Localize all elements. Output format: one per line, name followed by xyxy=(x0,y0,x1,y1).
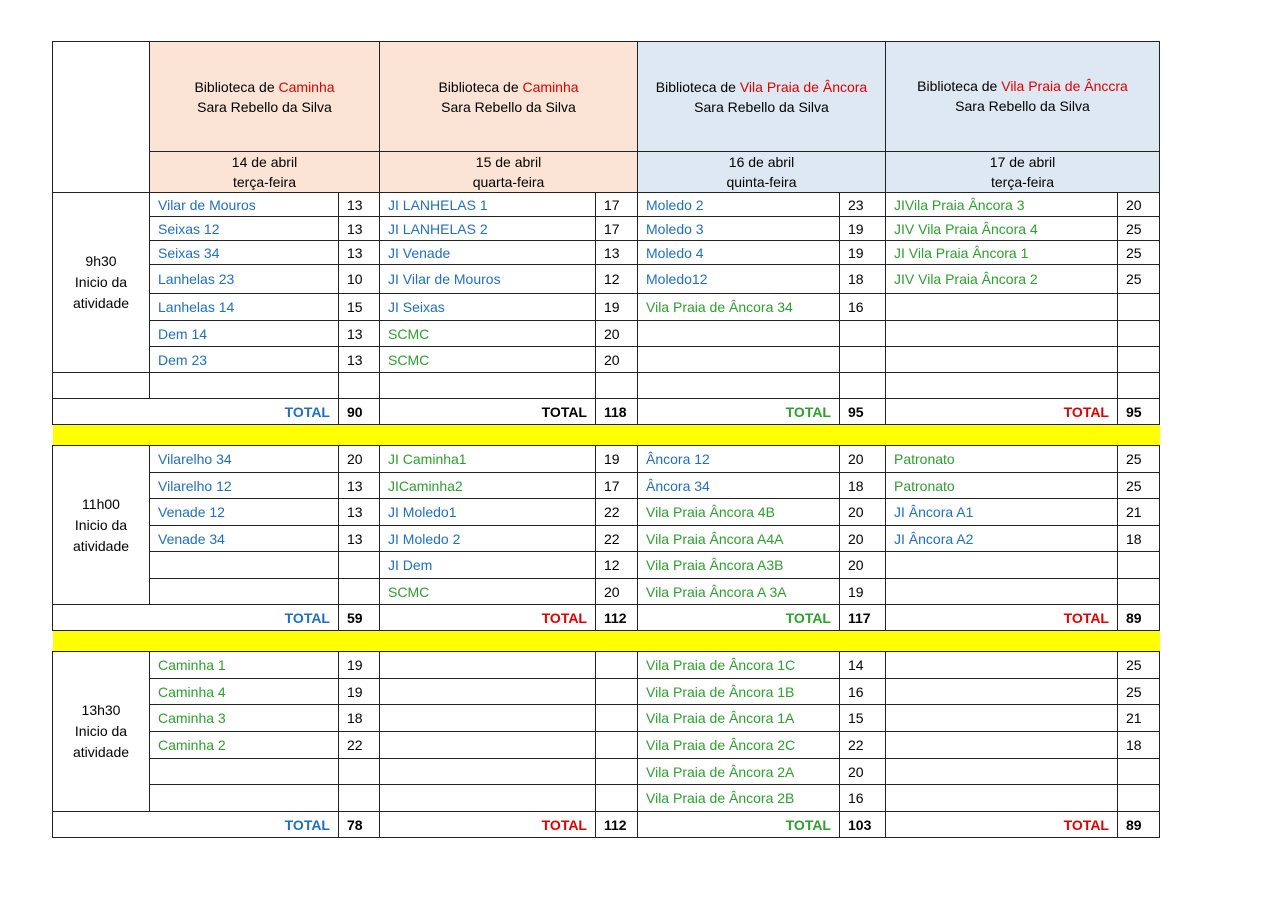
group-count: 20 xyxy=(840,759,886,785)
group-name: Lanhelas 23 xyxy=(150,265,339,294)
group-name: Venade 12 xyxy=(150,499,339,526)
group-name: JI Moledo 2 xyxy=(380,526,596,552)
group-count: 25 xyxy=(1118,679,1160,705)
group-count: 13 xyxy=(339,473,380,499)
group-name: Caminha 2 xyxy=(150,732,339,759)
total-label: TOTAL xyxy=(886,399,1118,425)
group-count: 19 xyxy=(339,679,380,705)
group-name: Âncora 34 xyxy=(638,473,840,499)
session-row xyxy=(53,347,1160,373)
schedule-table xyxy=(52,41,1160,838)
group-name: Vilarelho 34 xyxy=(150,446,339,473)
group-name xyxy=(886,294,1118,321)
library-sub: Sara Rebello da Silva xyxy=(197,98,332,115)
group-count: 13 xyxy=(339,217,380,241)
total-value: 89 xyxy=(1118,812,1160,838)
group-name xyxy=(886,732,1118,759)
total-label: TOTAL xyxy=(380,812,596,838)
library-header-2 xyxy=(380,42,638,152)
group-name: Vila Praia de Âncora 2A xyxy=(638,759,840,785)
total-label: TOTAL xyxy=(638,605,840,631)
group-count: 20 xyxy=(840,499,886,526)
group-count xyxy=(339,785,380,812)
session-row xyxy=(53,759,1160,785)
group-count: 19 xyxy=(840,579,886,605)
group-count: 13 xyxy=(339,193,380,217)
empty-cell xyxy=(840,373,886,399)
group-count: 13 xyxy=(596,241,638,265)
schedule-body xyxy=(53,42,1160,838)
group-name: JIV Vila Praia Âncora 2 xyxy=(886,265,1118,294)
session-row xyxy=(53,321,1160,347)
weekday-label: quinta-feira xyxy=(726,174,797,190)
group-count: 18 xyxy=(1118,526,1160,552)
library-place: Vila Praia de Ânccra xyxy=(1001,78,1128,94)
group-count: 19 xyxy=(840,217,886,241)
group-name xyxy=(638,347,840,373)
time-caption: atividade xyxy=(72,744,130,760)
total-label: TOTAL xyxy=(53,812,339,838)
group-name xyxy=(886,652,1118,679)
group-name: Âncora 12 xyxy=(638,446,840,473)
group-name: Dem 23 xyxy=(150,347,339,373)
group-name: Moledo 3 xyxy=(638,217,840,241)
date-cell-1 xyxy=(150,152,380,193)
group-count: 17 xyxy=(596,473,638,499)
session-row xyxy=(53,265,1160,294)
group-count: 10 xyxy=(339,265,380,294)
group-name: JI Âncora A1 xyxy=(886,499,1118,526)
group-count xyxy=(1118,294,1160,321)
group-name: Vila Praia de Âncora 1A xyxy=(638,705,840,732)
total-row xyxy=(53,399,1160,425)
group-name: JI LANHELAS 2 xyxy=(380,217,596,241)
group-count: 21 xyxy=(1118,705,1160,732)
group-name xyxy=(886,321,1118,347)
empty-cell xyxy=(1118,373,1160,399)
group-name: SCMC xyxy=(380,347,596,373)
group-count: 19 xyxy=(840,241,886,265)
group-count: 17 xyxy=(596,193,638,217)
group-name xyxy=(638,321,840,347)
group-name: SCMC xyxy=(380,321,596,347)
total-label: TOTAL xyxy=(380,605,596,631)
group-name: Seixas 34 xyxy=(150,241,339,265)
session-row xyxy=(53,217,1160,241)
group-name xyxy=(150,759,339,785)
group-count xyxy=(840,347,886,373)
group-name xyxy=(380,705,596,732)
session-row xyxy=(53,294,1160,321)
group-count: 15 xyxy=(339,294,380,321)
group-count xyxy=(596,705,638,732)
group-name: Vila Praia Âncora A 3A xyxy=(638,579,840,605)
session-row xyxy=(53,446,1160,473)
group-name: Vila Praia de Âncora 2B xyxy=(638,785,840,812)
group-name xyxy=(150,579,339,605)
group-count xyxy=(1118,759,1160,785)
date-label: 16 de abril xyxy=(728,154,795,170)
empty-cell xyxy=(53,373,150,399)
group-name xyxy=(886,785,1118,812)
session-row xyxy=(53,705,1160,732)
group-name: Venade 34 xyxy=(150,526,339,552)
weekday-label: terça-feira xyxy=(990,174,1055,190)
separator-row xyxy=(53,631,1160,652)
time-cell xyxy=(53,193,150,373)
library-sub: Sara Rebello da Silva xyxy=(955,98,1090,114)
time-caption: Inicio da xyxy=(74,516,128,533)
group-name: JI Vilar de Mouros xyxy=(380,265,596,294)
group-count: 21 xyxy=(1118,499,1160,526)
group-name: Lanhelas 14 xyxy=(150,294,339,321)
time-cell xyxy=(53,652,150,812)
group-count: 20 xyxy=(339,446,380,473)
empty-cell xyxy=(596,373,638,399)
total-value: 103 xyxy=(840,812,886,838)
group-count: 25 xyxy=(1118,265,1160,294)
group-count xyxy=(339,552,380,579)
group-name: Vilarelho 12 xyxy=(150,473,339,499)
empty-cell xyxy=(886,373,1118,399)
group-name: Vila Praia de Âncora 1B xyxy=(638,679,840,705)
group-name: JI Vila Praia Âncora 1 xyxy=(886,241,1118,265)
library-prefix: Biblioteca de xyxy=(194,78,279,95)
group-count xyxy=(1118,785,1160,812)
group-count: 20 xyxy=(596,321,638,347)
group-name xyxy=(380,679,596,705)
group-name: Caminha 4 xyxy=(150,679,339,705)
date-cell-3 xyxy=(638,152,886,193)
group-name: Vilar de Mouros xyxy=(150,193,339,217)
group-count xyxy=(596,785,638,812)
group-count: 15 xyxy=(840,705,886,732)
time-caption: atividade xyxy=(72,295,130,311)
time-caption: Inicio da xyxy=(74,723,128,739)
total-value: 95 xyxy=(1118,399,1160,425)
total-value: 59 xyxy=(339,605,380,631)
total-label: TOTAL xyxy=(886,812,1118,838)
group-count: 16 xyxy=(840,294,886,321)
group-count: 25 xyxy=(1118,652,1160,679)
group-count: 13 xyxy=(339,526,380,552)
total-row xyxy=(53,605,1160,631)
corner-cell xyxy=(53,42,150,193)
group-count: 13 xyxy=(339,347,380,373)
group-name: JI LANHELAS 1 xyxy=(380,193,596,217)
session-row xyxy=(53,526,1160,552)
group-name: Moledo 4 xyxy=(638,241,840,265)
total-value: 112 xyxy=(596,812,638,838)
group-name xyxy=(886,705,1118,732)
group-name: JI Moledo1 xyxy=(380,499,596,526)
group-count: 18 xyxy=(339,705,380,732)
date-cell-4 xyxy=(886,152,1160,193)
total-label: TOTAL xyxy=(53,605,339,631)
group-count: 12 xyxy=(596,265,638,294)
date-label: 14 de abril xyxy=(231,154,298,170)
yellow-separator xyxy=(53,425,1160,446)
group-count xyxy=(596,652,638,679)
total-value: 78 xyxy=(339,812,380,838)
group-name xyxy=(380,732,596,759)
group-name: Seixas 12 xyxy=(150,217,339,241)
group-count xyxy=(596,679,638,705)
total-value: 89 xyxy=(1118,605,1160,631)
library-header-row xyxy=(53,42,1160,152)
total-value: 117 xyxy=(840,605,886,631)
session-row xyxy=(53,552,1160,579)
group-count: 17 xyxy=(596,217,638,241)
library-header-3 xyxy=(638,42,886,152)
group-name xyxy=(886,679,1118,705)
date-header-row xyxy=(53,152,1160,193)
total-row xyxy=(53,812,1160,838)
empty-cell xyxy=(638,373,840,399)
group-name: Vila Praia Âncora A4A xyxy=(638,526,840,552)
group-count: 20 xyxy=(1118,193,1160,217)
group-count: 25 xyxy=(1118,446,1160,473)
group-count xyxy=(1118,579,1160,605)
session-row xyxy=(53,241,1160,265)
group-count: 13 xyxy=(339,241,380,265)
session-row xyxy=(53,652,1160,679)
empty-cell xyxy=(339,373,380,399)
group-count: 16 xyxy=(840,679,886,705)
group-name xyxy=(380,652,596,679)
group-name xyxy=(380,785,596,812)
library-prefix: Biblioteca de xyxy=(655,78,740,95)
group-name xyxy=(380,759,596,785)
library-header-1 xyxy=(150,42,380,152)
time-label: 9h30 xyxy=(85,253,117,269)
group-count xyxy=(840,321,886,347)
group-name: Vila Praia Âncora A3B xyxy=(638,552,840,579)
total-label: TOTAL xyxy=(53,399,339,425)
weekday-label: terça-feira xyxy=(232,174,297,190)
separator-row xyxy=(53,425,1160,446)
group-count: 20 xyxy=(840,526,886,552)
blank-row xyxy=(53,373,1160,399)
date-cell-2 xyxy=(380,152,638,193)
library-place: Vila Praia de Âncora xyxy=(739,78,868,95)
group-name: JI Seixas xyxy=(380,294,596,321)
group-name: Caminha 3 xyxy=(150,705,339,732)
time-cell xyxy=(53,446,150,605)
group-name xyxy=(886,759,1118,785)
group-count xyxy=(596,759,638,785)
group-count: 22 xyxy=(339,732,380,759)
total-label: TOTAL xyxy=(380,399,596,425)
session-row xyxy=(53,579,1160,605)
total-value: 118 xyxy=(596,399,638,425)
library-prefix: Biblioteca de xyxy=(917,78,1002,94)
group-count: 16 xyxy=(840,785,886,812)
group-name: Moledo 2 xyxy=(638,193,840,217)
group-count: 20 xyxy=(840,552,886,579)
group-count xyxy=(1118,321,1160,347)
group-name: JI Âncora A2 xyxy=(886,526,1118,552)
group-name: Vila Praia de Âncora 1C xyxy=(638,652,840,679)
group-name: JICaminha2 xyxy=(380,473,596,499)
group-name: JI Dem xyxy=(380,552,596,579)
date-label: 15 de abril xyxy=(475,154,542,170)
total-label: TOTAL xyxy=(638,812,840,838)
total-label: TOTAL xyxy=(886,605,1118,631)
group-name: Vila Praia de Âncora 2C xyxy=(638,732,840,759)
session-row xyxy=(53,499,1160,526)
group-count: 25 xyxy=(1118,217,1160,241)
group-name: SCMC xyxy=(380,579,596,605)
group-name xyxy=(150,785,339,812)
group-count: 22 xyxy=(596,499,638,526)
yellow-separator xyxy=(53,631,1160,652)
group-count: 18 xyxy=(840,473,886,499)
group-name: Patronato xyxy=(886,446,1118,473)
group-count xyxy=(1118,347,1160,373)
group-name xyxy=(150,552,339,579)
library-prefix: Biblioteca de xyxy=(438,78,523,95)
library-header-4 xyxy=(886,42,1160,152)
group-name: JI Caminha1 xyxy=(380,446,596,473)
group-count: 19 xyxy=(596,294,638,321)
group-count: 18 xyxy=(840,265,886,294)
group-count xyxy=(339,759,380,785)
group-count: 13 xyxy=(339,499,380,526)
group-name: Dem 14 xyxy=(150,321,339,347)
empty-cell xyxy=(380,373,596,399)
total-value: 112 xyxy=(596,605,638,631)
group-name: JIVila Praia Âncora 3 xyxy=(886,193,1118,217)
time-label: 13h30 xyxy=(81,702,121,718)
date-label: 17 de abril xyxy=(989,154,1056,170)
library-sub: Sara Rebello da Silva xyxy=(441,98,576,115)
group-count: 25 xyxy=(1118,241,1160,265)
group-count: 18 xyxy=(1118,732,1160,759)
weekday-label: quarta-feira xyxy=(472,174,545,190)
group-count: 20 xyxy=(840,446,886,473)
group-name: Vila Praia de Âncora 34 xyxy=(638,294,840,321)
session-row xyxy=(53,679,1160,705)
group-count: 19 xyxy=(339,652,380,679)
library-sub: Sara Rebello da Silva xyxy=(694,98,829,115)
group-name xyxy=(886,552,1118,579)
group-name: Caminha 1 xyxy=(150,652,339,679)
group-count xyxy=(339,579,380,605)
group-name xyxy=(886,579,1118,605)
group-name: JI Venade xyxy=(380,241,596,265)
time-caption: atividade xyxy=(72,537,130,554)
empty-cell xyxy=(150,373,339,399)
group-name xyxy=(886,347,1118,373)
total-label: TOTAL xyxy=(638,399,840,425)
session-row xyxy=(53,785,1160,812)
group-count: 20 xyxy=(596,579,638,605)
group-count: 14 xyxy=(840,652,886,679)
session-row xyxy=(53,473,1160,499)
group-count: 13 xyxy=(339,321,380,347)
group-count: 23 xyxy=(840,193,886,217)
group-count: 25 xyxy=(1118,473,1160,499)
time-caption: Inicio da xyxy=(74,274,128,290)
group-count xyxy=(596,732,638,759)
group-count: 19 xyxy=(596,446,638,473)
group-count: 22 xyxy=(840,732,886,759)
group-name: JIV Vila Praia Âncora 4 xyxy=(886,217,1118,241)
group-name: Moledo12 xyxy=(638,265,840,294)
group-count: 20 xyxy=(596,347,638,373)
group-count: 12 xyxy=(596,552,638,579)
total-value: 90 xyxy=(339,399,380,425)
session-row xyxy=(53,732,1160,759)
group-count: 22 xyxy=(596,526,638,552)
time-label: 11h00 xyxy=(82,495,120,512)
total-value: 95 xyxy=(840,399,886,425)
library-place: Caminha xyxy=(522,78,579,95)
library-place: Caminha xyxy=(278,78,335,95)
group-name: Patronato xyxy=(886,473,1118,499)
group-count xyxy=(1118,552,1160,579)
session-row xyxy=(53,193,1160,217)
group-name: Vila Praia Âncora 4B xyxy=(638,499,840,526)
